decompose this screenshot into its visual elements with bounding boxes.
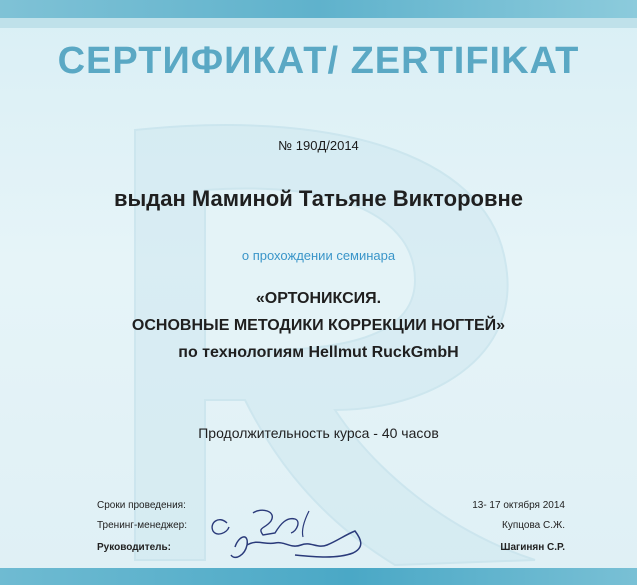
top-decorative-band [0, 0, 637, 18]
certificate-title: СЕРТИФИКАТ/ ZERTIFIKAT [57, 40, 580, 82]
seminar-line-1: «ОРТОНИКСИЯ. [255, 290, 382, 307]
bottom-decorative-band [0, 568, 637, 585]
top-light-band [0, 18, 637, 28]
handwritten-signatures [205, 505, 385, 567]
dates-value: 13- 17 октября 2014 [472, 500, 565, 511]
recipient-line: выдан Маминой Татьяне Викторовне [113, 186, 524, 211]
certificate-number: № 190Д/2014 [278, 138, 359, 153]
manager-label: Тренинг-менеджер: [97, 520, 188, 531]
seminar-line-3: по технологиям Hellmut RuckGmbH [178, 344, 459, 361]
dates-label: Сроки проведения: [97, 500, 186, 511]
seminar-line-2: ОСНОВНЫЕ МЕТОДИКИ КОРРЕКЦИИ НОГТЕЙ» [131, 317, 506, 334]
director-value: Шагинян С.Р. [500, 542, 565, 553]
course-duration: Продолжительность курса - 40 часов [198, 425, 439, 441]
completion-text: о прохождении семинара [241, 248, 396, 263]
manager-value: Купцова С.Ж. [502, 520, 565, 531]
director-label: Руководитель: [97, 542, 171, 553]
seminar-title [0, 285, 637, 366]
